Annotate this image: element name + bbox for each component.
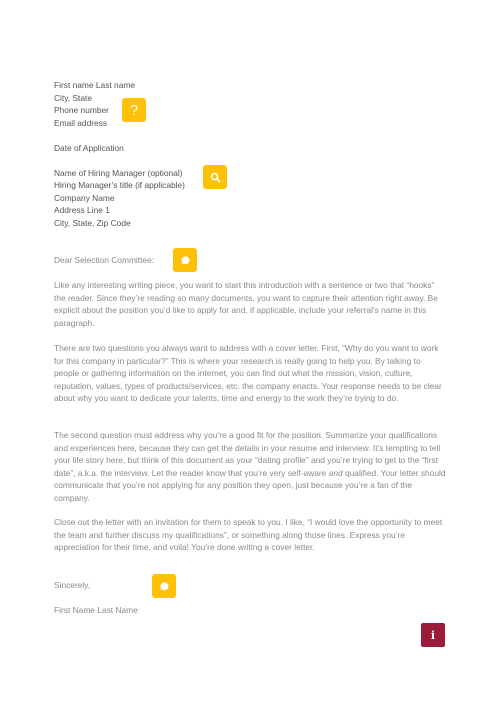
search-icon [210, 172, 221, 183]
paragraph-why-company: There are two questions you always want to address with a cover letter. First, “Why do you want to work for this company in particular?” This is where your research is really going to help you. By talking to people or gathering information on the internet, you can find out what the mission, vision, culture, reputation, values, types of products/services, etc. the company enacts. Your response needs to be clear about why you want to dedicate your talents, time and energy to the work they’re trying to do. [54, 343, 442, 403]
sender-city-state: City, State [54, 93, 93, 103]
info-icon: i [430, 628, 436, 642]
recipient-manager-title: Hiring Manager’s title (if applicable) [54, 180, 185, 190]
sender-phone: Phone number [54, 105, 109, 115]
recipient-address: Address Line 1 [54, 205, 110, 215]
paragraph-why-fit-text-2: qualified. Your letter should communicate that you’re not applying for any position they open, just because you’re a fan of the company. [54, 467, 446, 503]
recipient-company: Company Name [54, 193, 115, 203]
comment-icon-button[interactable] [173, 248, 197, 272]
paragraph-why-fit-italic: and [328, 467, 343, 478]
comment-bubble-icon [159, 581, 170, 592]
info-button[interactable] [421, 623, 445, 647]
paragraph-closing: Close out the letter with an invitation for them to speak to you. I like, “I would love the opportunity to meet the team and further discuss my qualifications”, or something along those lines. Express you’re appreciation for their time, and voila! You’re done writing a cover letter. [54, 517, 443, 552]
signature-name: First Name Last Name [54, 605, 138, 615]
paragraph-why-fit-text-1: The second question must address why you’re a good fit for the position. Summarize your qualifications and experiences here, because they can get the details in your resume and interview. It’s tempting to tell your life story here, but think of this document as your “dating profile” and you’re trying to get to the “first date”, a.k.a. the interview. Let the reader know that you’re very self-aware [54, 430, 441, 478]
application-date: Date of Application [54, 143, 124, 153]
sender-email: Email address [54, 118, 108, 128]
help-icon-button[interactable] [122, 98, 146, 122]
recipient-manager-name: Name of Hiring Manager (optional) [54, 168, 183, 178]
search-icon-button[interactable] [203, 165, 227, 189]
salutation: Dear Selection Committee: [54, 255, 155, 265]
paragraph-why-fit [54, 429, 448, 504]
recipient-city-state-zip: City, State, Zip Code [54, 218, 131, 228]
closing: Sincerely, [54, 580, 91, 590]
comment-icon-button-2[interactable] [152, 574, 176, 598]
sender-name: First name Last name [54, 80, 135, 90]
comment-bubble-icon [180, 255, 191, 266]
question-mark-icon: ? [129, 101, 139, 119]
paragraph-intro: Like any interesting writing piece, you want to start this introduction with a sentence or two that “hooks” the reader. Since they’re reading so many documents, you want to capture their attention right away. Be explicit about the position you’d like to apply for and, if applicable, include your referral’s name in this paragraph. [54, 280, 438, 328]
